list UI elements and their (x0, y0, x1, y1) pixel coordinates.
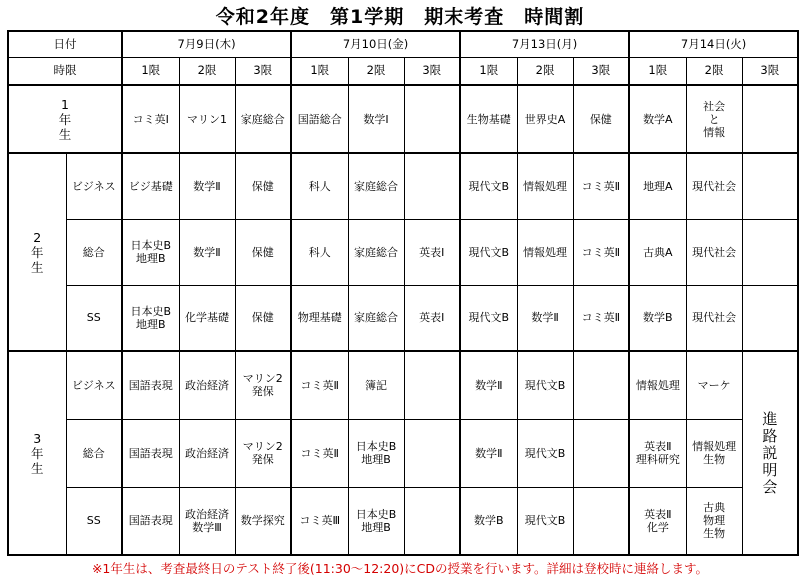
schedule-cell: 科人 (291, 219, 348, 285)
schedule-cell: 古典A (629, 219, 686, 285)
schedule-cell: コミ英Ⅱ (573, 153, 629, 219)
grade2-general-row (8, 219, 798, 285)
schedule-cell: 家庭総合 (348, 285, 404, 351)
schedule-cell: 政治経済 (179, 351, 235, 419)
schedule-cell (404, 351, 460, 419)
schedule-cell: 英表Ⅰ (404, 219, 460, 285)
grade3-general-row (8, 419, 798, 487)
schedule-cell: コミ英Ⅲ (291, 487, 348, 555)
schedule-cell: 簿記 (348, 351, 404, 419)
schedule-cell (742, 285, 798, 351)
schedule-cell: 物理基礎 (291, 285, 348, 351)
schedule-cell: 数学B (629, 285, 686, 351)
schedule-cell: 日本史B 地理B (348, 419, 404, 487)
schedule-cell: 家庭総合 (348, 219, 404, 285)
grade3-business-row (8, 351, 798, 419)
schedule-cell: 数学Ⅱ (517, 285, 573, 351)
schedule-cell (404, 487, 460, 555)
schedule-cell: 英表Ⅱ 化学 (629, 487, 686, 555)
schedule-cell: 現代文B (460, 285, 517, 351)
schedule-cell: 科人 (291, 153, 348, 219)
schedule-cell: コミ英Ⅱ (573, 219, 629, 285)
schedule-cell (573, 351, 629, 419)
schedule-cell (573, 419, 629, 487)
schedule-cell: 古典 物理 生物 (686, 487, 742, 555)
schedule-cell: 数学A (629, 85, 686, 153)
footnote: ※1年生は、考査最終日のテスト終了後(11:30～12:20)にCDの授業を行います。詳細は登校時に連絡します。 (91, 561, 709, 576)
period-header: 2限 (179, 57, 235, 85)
schedule-cell: 数学探究 (235, 487, 291, 555)
schedule-cell: 保健 (235, 285, 291, 351)
schedule-cell: 社会 と 情報 (686, 85, 742, 153)
schedule-cell: 日本史B 地理B (348, 487, 404, 555)
schedule-cell: 数学Ⅱ (179, 153, 235, 219)
schedule-cell: コミ英Ⅰ (122, 85, 179, 153)
course-name: ビジネス (66, 153, 122, 219)
schedule-cell: マーケ (686, 351, 742, 419)
grade3-label: 3 年 生 (8, 351, 66, 555)
schedule-cell: 現代文B (517, 351, 573, 419)
period-header: 3限 (404, 57, 460, 85)
schedule-cell: 情報処理 (517, 153, 573, 219)
schedule-cell: 数学Ⅱ (179, 219, 235, 285)
day-header-2: 7月10日(金) (291, 31, 460, 57)
period-header-row (8, 57, 798, 85)
schedule-cell: 現代社会 (686, 153, 742, 219)
period-header: 3限 (742, 57, 798, 85)
schedule-cell: 世界史A (517, 85, 573, 153)
schedule-cell: ビジ基礎 (122, 153, 179, 219)
date-label: 日付 (8, 31, 122, 57)
day-header-1: 7月9日(木) (122, 31, 291, 57)
schedule-cell: 地理A (629, 153, 686, 219)
date-header-row (8, 31, 798, 57)
page-title: 令和2年度 第1学期 期末考査 時間割 (215, 6, 585, 28)
schedule-cell: 保健 (573, 85, 629, 153)
schedule-cell: 国語表現 (122, 419, 179, 487)
schedule-cell: 国語表現 (122, 351, 179, 419)
schedule-cell: 現代文B (517, 487, 573, 555)
schedule-cell: 国語総合 (291, 85, 348, 153)
schedule-cell: 数学Ⅱ (460, 419, 517, 487)
period-header: 3限 (573, 57, 629, 85)
schedule-cell: 家庭総合 (235, 85, 291, 153)
period-header: 2限 (686, 57, 742, 85)
schedule-cell: 現代文B (460, 153, 517, 219)
grade2-label: 2 年 生 (8, 153, 66, 351)
schedule-cell (404, 153, 460, 219)
period-header: 1限 (122, 57, 179, 85)
schedule-cell: 政治経済 (179, 419, 235, 487)
day-header-4: 7月14日(火) (629, 31, 798, 57)
schedule-cell: コミ英Ⅱ (291, 351, 348, 419)
schedule-cell: 保健 (235, 219, 291, 285)
schedule-cell: マリン2 発保 (235, 419, 291, 487)
schedule-cell (742, 219, 798, 285)
schedule-cell: 情報処理 (629, 351, 686, 419)
course-name: SS (66, 487, 122, 555)
period-header: 1限 (291, 57, 348, 85)
schedule-cell: 日本史B 地理B (122, 285, 179, 351)
schedule-cell: 日本史B 地理B (122, 219, 179, 285)
schedule-cell: 化学基礎 (179, 285, 235, 351)
grade3-ss-row (8, 487, 798, 555)
period-label: 時限 (8, 57, 122, 85)
schedule-cell: 数学Ⅰ (348, 85, 404, 153)
schedule-cell: 数学B (460, 487, 517, 555)
schedule-cell (404, 419, 460, 487)
schedule-cell: 情報処理 生物 (686, 419, 742, 487)
schedule-cell: 情報処理 (517, 219, 573, 285)
schedule-cell: 現代社会 (686, 219, 742, 285)
period-header: 2限 (348, 57, 404, 85)
schedule-cell: コミ英Ⅱ (291, 419, 348, 487)
schedule-cell: 英表Ⅰ (404, 285, 460, 351)
schedule-cell: コミ英Ⅱ (573, 285, 629, 351)
schedule-cell: 政治経済 数学Ⅲ (179, 487, 235, 555)
grade1-row (8, 85, 798, 153)
grade2-business-row (8, 153, 798, 219)
period-header: 1限 (460, 57, 517, 85)
course-name: ビジネス (66, 351, 122, 419)
schedule-cell: マリン2 発保 (235, 351, 291, 419)
course-name: 総合 (66, 419, 122, 487)
schedule-cell: マリン1 (179, 85, 235, 153)
schedule-cell (573, 487, 629, 555)
course-name: 総合 (66, 219, 122, 285)
period-header: 1限 (629, 57, 686, 85)
course-name: SS (66, 285, 122, 351)
schedule-cell: 家庭総合 (348, 153, 404, 219)
grade2-ss-row (8, 285, 798, 351)
schedule-cell: 国語表現 (122, 487, 179, 555)
schedule-cell: 生物基礎 (460, 85, 517, 153)
schedule-cell: 数学Ⅱ (460, 351, 517, 419)
schedule-cell (404, 85, 460, 153)
schedule-cell (742, 85, 798, 153)
schedule-cell: 英表Ⅱ 理科研究 (629, 419, 686, 487)
schedule-cell (742, 153, 798, 219)
grade1-label: 1 年 生 (8, 85, 122, 153)
schedule-cell: 保健 (235, 153, 291, 219)
period-header: 2限 (517, 57, 573, 85)
day-header-3: 7月13日(月) (460, 31, 629, 57)
schedule-cell: 現代社会 (686, 285, 742, 351)
career-briefing-cell: 進 路 説 明 会 (742, 351, 798, 555)
schedule-cell: 現代文B (460, 219, 517, 285)
schedule-cell: 現代文B (517, 419, 573, 487)
period-header: 3限 (235, 57, 291, 85)
exam-schedule-table (7, 30, 799, 556)
